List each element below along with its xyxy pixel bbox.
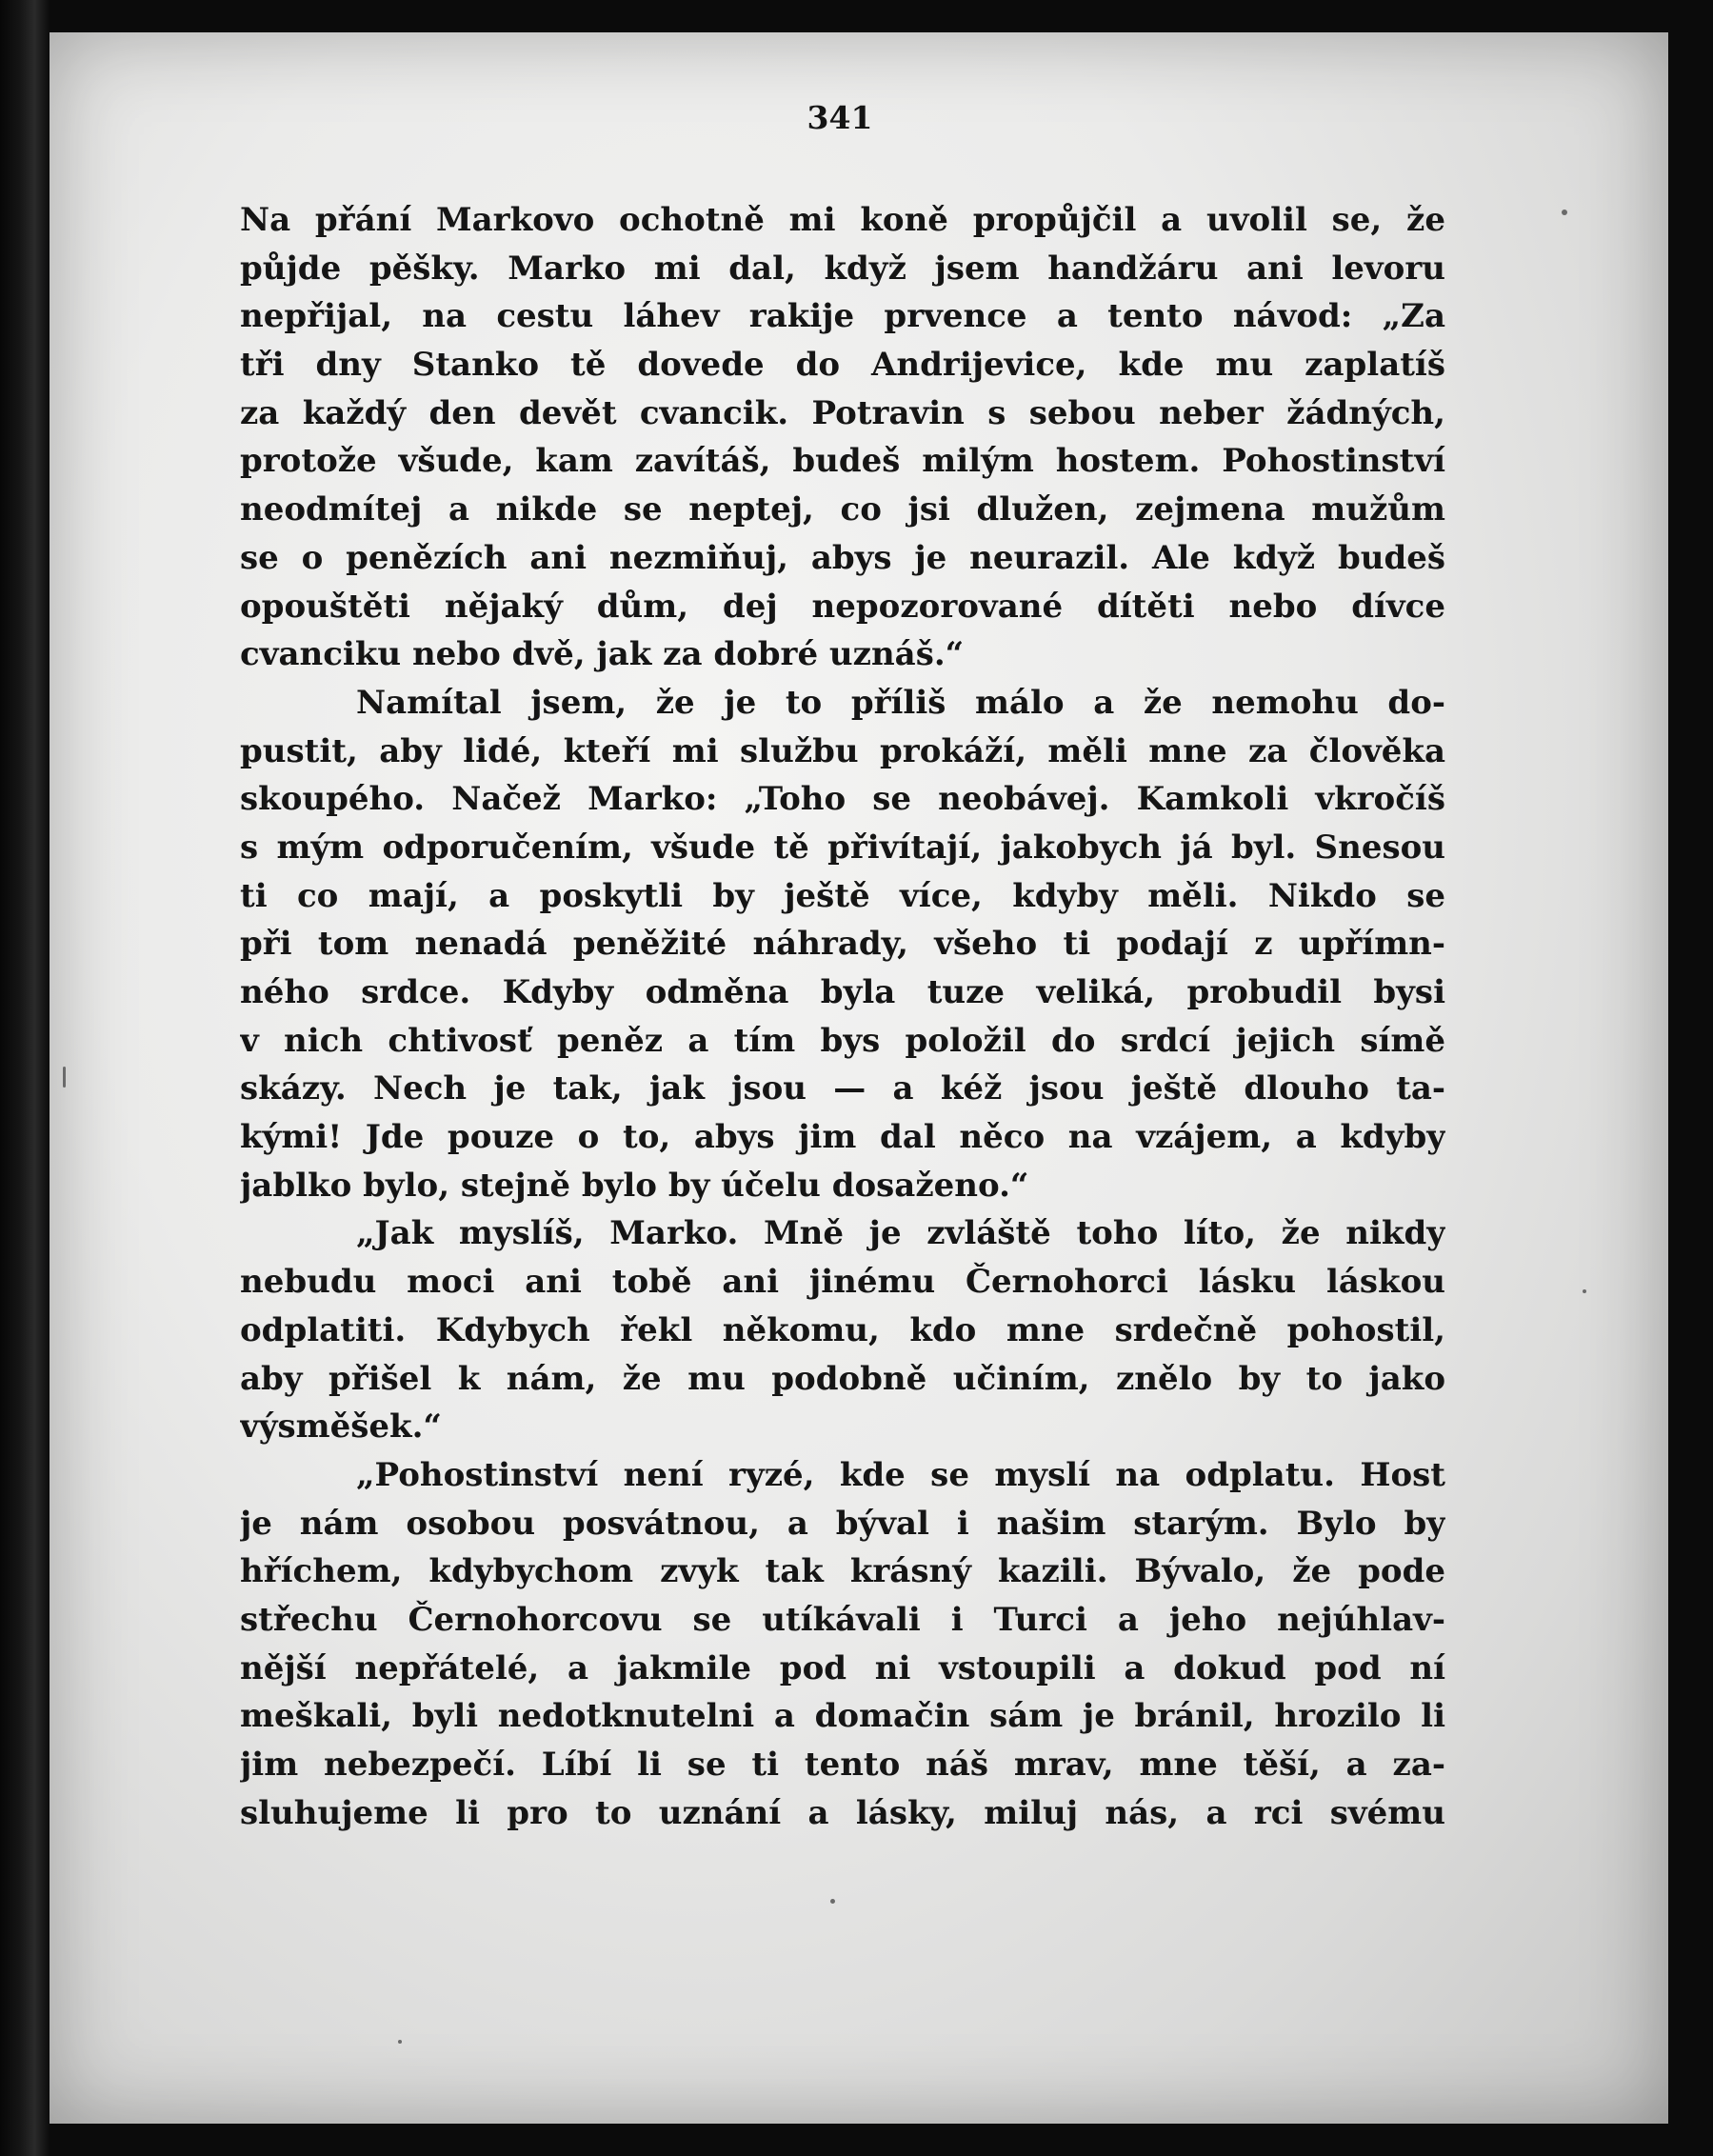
text-line: aby přišel k nám, že mu podobně učiním, znělo by to jako — [240, 1359, 1445, 1398]
text-line: půjde pěšky. Marko mi dal, když jsem handžáru ani levoru — [240, 249, 1445, 288]
text-line: za každý den devět cvancik. Potravin s sebou neber žádných, — [240, 393, 1445, 432]
text-line: Na přání Markovo ochotně mi koně propůjčil a uvolil se, že — [240, 201, 1445, 239]
text-line: s mým odporučením, všude tě přivítají, jakobych já byl. Snesou — [240, 828, 1445, 867]
text-line: protože všude, kam zavítáš, budeš milým hostem. Pohostinství — [240, 442, 1445, 481]
text-line: se o penězích ani nezmiňuj, abys je neurazil. Ale když budeš — [240, 538, 1445, 577]
book-spine-edge — [0, 0, 50, 2156]
text-line: cvanciku nebo dvě, jak za dobré uznáš.“ — [240, 635, 965, 674]
text-line: pustit, aby lidé, kteří mi službu prokáží, měli mne za člověka — [240, 731, 1445, 770]
text-line: je nám osobou posvátnou, a býval i našim starým. Bylo by — [240, 1504, 1445, 1543]
text-line: „Pohostinství není ryzé, kde se myslí na odplatu. Host — [356, 1455, 1445, 1494]
text-line: výsměšek.“ — [240, 1407, 442, 1447]
text-line: neodmítej a nikde se neptej, co jsi dlužen, zejmena mužům — [240, 490, 1445, 529]
text-line: skázy. Nech je tak, jak jsou — a kéž jsou ještě dlouho ta- — [240, 1069, 1445, 1108]
text-line: jim nebezpečí. Líbí li se ti tento náš mrav, mne těší, a za- — [240, 1746, 1445, 1784]
page-number: 341 — [807, 99, 873, 136]
print-speck — [1583, 1289, 1586, 1293]
print-speck — [398, 2040, 402, 2044]
text-line: skoupého. Načež Marko: „Toho se neobávej. Kamkoli vkročíš — [240, 780, 1445, 819]
text-line: v nich chtivosť peněz a tím bys položil do srdcí jejich símě — [240, 1021, 1445, 1060]
print-speck — [63, 1067, 66, 1088]
text-line: meškali, byli nedotknutelni a domačin sám je bránil, hrozilo li — [240, 1697, 1445, 1736]
text-line: jablko bylo, stejně bylo by účelu dosaženo.“ — [240, 1166, 1029, 1205]
text-line: ti co mají, a poskytli by ještě více, kdyby měli. Nikdo se — [240, 876, 1445, 915]
book-page — [50, 32, 1668, 2124]
text-line: nější nepřátelé, a jakmile pod ni vstoupili a dokud pod ní — [240, 1648, 1445, 1687]
text-line: opouštěti nějaký dům, dej nepozorované dítěti nebo dívce — [240, 587, 1445, 626]
text-line: sluhujeme li pro to uznání a lásky, miluj nás, a rci svému — [240, 1793, 1445, 1832]
body-text — [240, 196, 1445, 1929]
text-line: hříchem, kdybychom zvyk tak krásný kazili. Bývalo, že pode — [240, 1552, 1445, 1591]
text-line: kými! Jde pouze o to, abys jim dal něco na vzájem, a kdyby — [240, 1118, 1445, 1157]
text-line: nepřijal, na cestu láhev rakije prvence a tento návod: „Za — [240, 297, 1445, 336]
text-line: ného srdce. Kdyby odměna byla tuze veliká, probudil bysi — [240, 973, 1445, 1011]
text-line: při tom nenadá peněžité náhrady, všeho ti podají z upřímn- — [240, 925, 1445, 964]
text-line: střechu Černohorcovu se utíkávali i Turci a jeho nejúhlav- — [240, 1600, 1445, 1639]
text-line: odplatiti. Kdybych řekl někomu, kdo mne srdečně pohostil, — [240, 1310, 1445, 1349]
text-line: „Jak myslíš, Marko. Mně je zvláště toho líto, že nikdy — [356, 1214, 1445, 1253]
print-speck — [830, 1899, 835, 1904]
print-speck — [1562, 210, 1567, 215]
text-line: tři dny Stanko tě dovede do Andrijevice, kde mu zaplatíš — [240, 346, 1445, 385]
text-line: Namítal jsem, že je to příliš málo a že nemohu do- — [356, 683, 1445, 722]
text-line: nebudu moci ani tobě ani jinému Černohorci lásku láskou — [240, 1263, 1445, 1302]
